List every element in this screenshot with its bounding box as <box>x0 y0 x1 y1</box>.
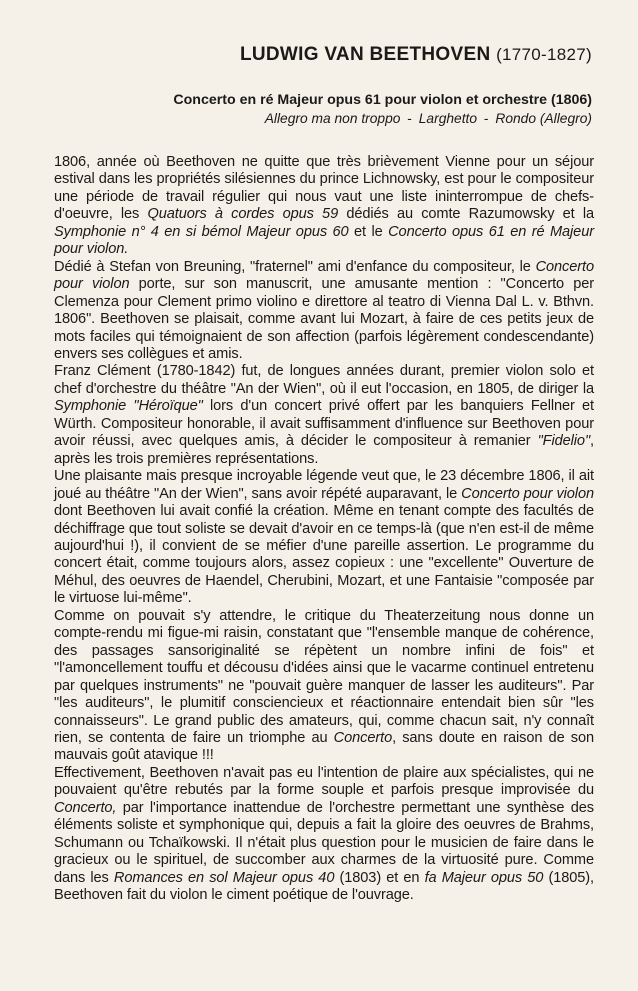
italic-title: Concerto <box>333 729 393 746</box>
text-run: Effectivement, Beethoven n'avait pas eu l'intention de plaire aux spécialistes, qui ne pouvaient qu'être rebutés par la forme souple et parfois presque improvisée du <box>54 764 594 799</box>
text-run: Comme on pouvait s'y attendre, le critique du Theaterzeitung nous donne un compte-rendu mi figue-mi raisin, constatant que "l'ensemble manque de cohérence, des passages sansoriginalité se répètent un nombre infini de fois" et "l'amoncellement touffu et décousu d'idées ainsi que le vacarme continuel entretenu par quelques instruments" ne "pouvait guère manquer de lasser les auditeurs". Par "les auditeurs", le plumitif consciencieux et réactionnaire entendait bien sûr "les connaisseurs". Le grand public des amateurs, qui, comme chacun sait, n'y connaît rien, se contenta de faire un triomphe au <box>54 607 594 746</box>
text-run: Franz Clément (1780-1842) fut, de longues années durant, premier violon solo et chef d'orchestre du théâtre "An der Wien", où il eut l'occasion, en 1805, de diriger la <box>54 363 594 397</box>
italic-title: Symphonie n° 4 en si bémol Majeur opus 60 <box>54 223 349 240</box>
composer-heading <box>240 44 592 66</box>
text-run: par l'importance inattendue de l'orchestre permettant une synthèse des éléments soliste et symphonique qui, depuis a fait la gloire des oeuvres de Brahms, Schumann ou Tchaïkowski. Il n'était plus question pour le musicien de faire dans le gracieux ou le spirituel, de succomber aux charmes de la virtuosité pure. Comme dans les <box>54 799 594 886</box>
text-run: , après les trois premières représentations. <box>54 433 594 467</box>
composer-name: LUDWIG VAN BEETHOVEN <box>239 44 491 65</box>
italic-title: Concerto pour violon <box>461 485 594 502</box>
italic-title: Symphonie "Héroïque" <box>54 398 203 415</box>
movement-2: Larghetto <box>418 111 478 126</box>
movement-list <box>265 111 592 126</box>
movement-separator: - <box>407 111 412 126</box>
composer-dates: (1770-1827) <box>496 45 592 64</box>
italic-title: Concerto opus 61 en ré Majeur pour violon. <box>54 223 594 258</box>
body-paragraph <box>54 259 594 364</box>
text-run: Une plaisante mais presque incroyable légende veut que, le 23 décembre 1806, il ait joué au théâtre "An der Wien", sans avoir répété auparavant, le <box>54 468 594 502</box>
body-paragraph <box>54 608 594 765</box>
italic-title: Quatuors à cordes opus 59 <box>147 206 339 223</box>
text-run: dont Beethoven lui avait confié la création. Même en tenant compte des facultés de déchiffrage que tout soliste se devait d'avoir en ce temps-là (que n'en est-il de même aujourd'hui !), il convient de se méfier d'une pareille assertion. Le programme du concert était, comme toujours alors, assez copieux : une "excellente" Ouverture de Méhul, des oeuvres de Haendel, Cherubini, Mozart, et une Fantaisie "composée par le virtuose lui-même". <box>54 503 594 607</box>
movement-separator: - <box>483 111 489 126</box>
body-paragraph <box>54 765 594 905</box>
text-run: et le <box>348 223 389 240</box>
work-title: Concerto en ré Majeur opus 61 pour violon et orchestre (1806) <box>173 92 592 108</box>
text-run: , sans doute en raison de son mauvais goût atavique !!! <box>54 729 594 764</box>
body-paragraph <box>54 468 594 608</box>
text-run: (1803) et en <box>334 869 425 886</box>
text-run: dédiés au comte Razumowsky et la <box>338 206 594 223</box>
italic-title: "Fidelio" <box>537 433 591 450</box>
text-run: Dédié à Stefan von Breuning, "fraternel" ami d'enfance du compositeur, le <box>54 258 536 275</box>
movement-1: Allegro ma non troppo <box>264 111 401 126</box>
italic-title: Concerto pour violon <box>54 258 594 293</box>
movement-3: Rondo (Allegro) <box>495 111 592 126</box>
body-paragraph <box>54 363 594 468</box>
text-run: 1806, année où Beethoven ne quitte que très brièvement Vienne pour un séjour estival dans les propriétés silésiennes du prince Lichnowsky, est pour le compositeur une période de travail régulier qui nous vaut une liste ininterrompue de chefs-d'oeuvre, les <box>54 154 594 223</box>
text-run: porte, sur son manuscrit, une amusante mention : "Concerto per Clemenza pour Clement primo violino e direttore al teatro di Vienna Dal L. v. Bthvn. 1806". Beethoven se plaisait, comme avant lui Mozart, à faire de ces petits jeux de mots faciles qui témoignaient de son affection (parfois légèrement condescendante) envers ses collègues et amis. <box>54 276 594 362</box>
italic-title: fa Majeur opus 50 <box>424 869 544 886</box>
italic-title: Concerto, <box>54 799 117 816</box>
body-text <box>54 154 594 904</box>
body-paragraph <box>54 154 594 259</box>
italic-title: Romances en sol Majeur opus 40 <box>113 869 335 886</box>
text-run: (1805), Beethoven fait du violon le ciment poétique de l'ouvrage. <box>54 869 594 904</box>
text-run: lors d'un concert privé offert par les banquiers Fellner et Würth. Compositeur honorable, il avait suffisamment d'influence sur Beethoven pour avoir réussi, avec quelques amis, à décider le compositeur à remanier <box>54 398 594 450</box>
